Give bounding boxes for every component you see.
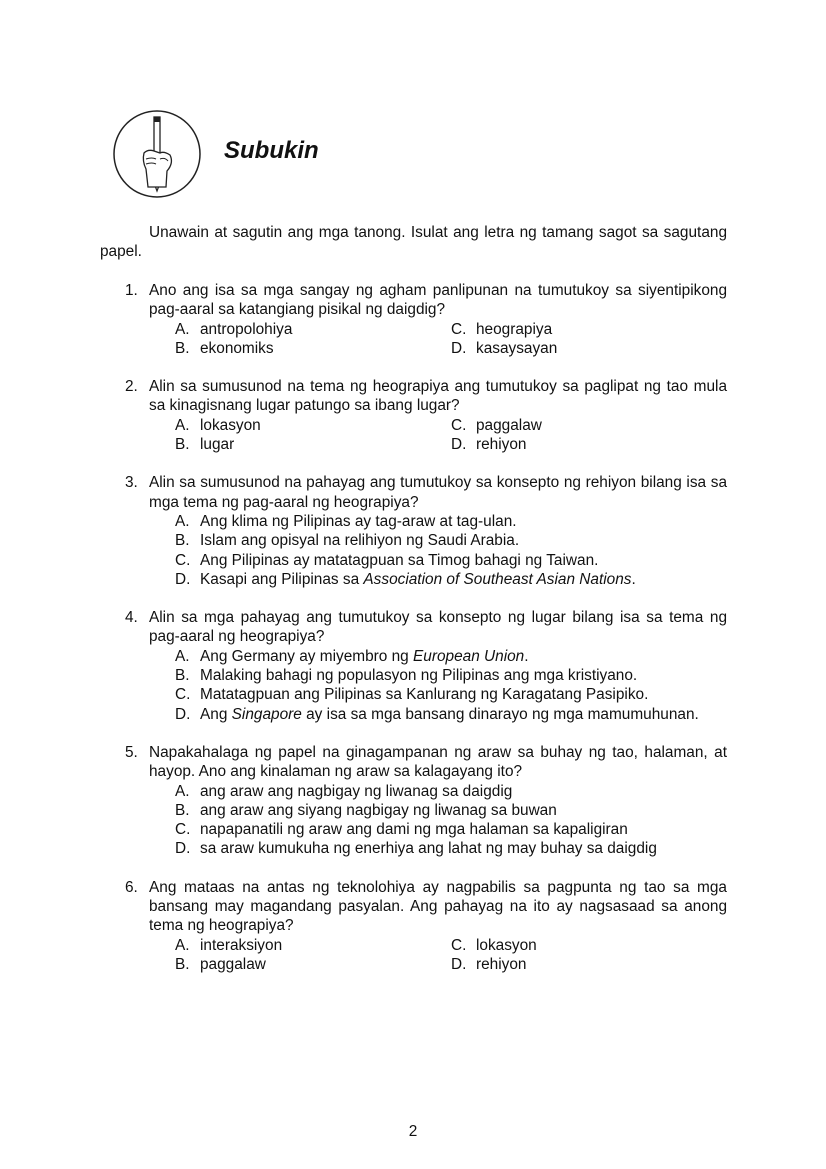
- page-number: 2: [408, 1123, 418, 1140]
- answer-option: [175, 416, 451, 435]
- answer-option: [175, 936, 451, 955]
- option-letter: C.: [175, 821, 191, 839]
- option-text: Islam ang opisyal na relihiyon ng Saudi Arabia.: [200, 532, 520, 550]
- option-text: napapanatili ng araw ang dami ng mga halaman sa kapaligiran: [200, 821, 628, 839]
- question-item: [100, 878, 727, 974]
- option-text: Ang Germany ay miyembro ng: [200, 647, 413, 665]
- answer-option: [175, 512, 727, 531]
- answer-option: [175, 839, 727, 858]
- answer-option: [175, 339, 451, 358]
- option-text: lokasyon: [200, 416, 261, 434]
- question-number: 6.: [125, 878, 138, 896]
- question-item: [100, 281, 727, 358]
- answer-options: [175, 416, 727, 455]
- option-text: Ang: [200, 705, 232, 723]
- answer-option: [175, 705, 727, 724]
- option-letter: C.: [175, 686, 191, 704]
- question-number: 1.: [125, 282, 138, 299]
- option-text: ay isa sa mga bansang dinarayo ng mga mamumuhunan.: [301, 705, 699, 723]
- answer-option: [175, 531, 727, 550]
- answer-option: [175, 955, 451, 974]
- answer-option: [451, 416, 727, 435]
- answer-option: [175, 320, 451, 339]
- option-text: Association of Southeast Asian Nations: [363, 570, 632, 588]
- answer-option: [175, 685, 727, 704]
- question-text: Napakahalaga ng papel na ginagampanan ng araw sa buhay ng tao, halaman, at hayop. Ano ang kinalaman ng araw sa kalagayang ito?: [149, 743, 727, 781]
- option-text: .: [631, 570, 636, 588]
- question-text: Alin sa mga pahayag ang tumutukoy sa konsepto ng lugar bilang isa sa tema ng pag-aaral ng heograpiya?: [149, 609, 727, 646]
- option-text: European Union: [413, 647, 525, 665]
- answer-option: [451, 339, 727, 358]
- option-letter: C.: [451, 416, 467, 434]
- question-text: Alin sa sumusunod na tema ng heograpiya ang tumutukoy sa paglipat ng tao mula sa kinagisnang lugar patungo sa ibang lugar?: [149, 378, 727, 415]
- option-text: rehiyon: [476, 955, 527, 973]
- option-text: lokasyon: [476, 936, 537, 954]
- option-letter: B.: [175, 339, 190, 357]
- option-letter: A.: [175, 936, 190, 954]
- option-text: rehiyon: [476, 436, 527, 454]
- answer-options: [175, 936, 727, 975]
- answer-options: [175, 320, 727, 359]
- option-text: Kasapi ang Pilipinas sa: [200, 570, 364, 588]
- option-letter: D.: [451, 955, 467, 973]
- answer-options: [175, 782, 727, 859]
- answer-options: [175, 647, 727, 724]
- question-text: Ano ang isa sa mga sangay ng agham panlipunan na tumutukoy sa siyentipikong pag-aaral sa katangiang pisikal ng daigdig?: [149, 282, 727, 319]
- question-list: [100, 281, 727, 993]
- option-letter: A.: [175, 782, 190, 800]
- question-number: 5.: [125, 743, 138, 761]
- option-letter: A.: [175, 512, 190, 530]
- option-text: sa araw kumukuha ng enerhiya ang lahat ng may buhay sa daigdig: [200, 840, 657, 858]
- answer-option: [175, 801, 727, 820]
- option-letter: D.: [175, 705, 191, 723]
- section-title: Subukin: [224, 137, 319, 164]
- answer-option: [175, 666, 727, 685]
- option-text: heograpiya: [476, 320, 553, 338]
- answer-option: [451, 435, 727, 454]
- option-letter: B.: [175, 436, 190, 454]
- option-text: ang araw ang siyang nagbigay ng liwanag sa buwan: [200, 801, 557, 819]
- option-text: lugar: [200, 436, 235, 454]
- option-letter: A.: [175, 647, 190, 665]
- option-text: paggalaw: [476, 416, 542, 434]
- option-letter: B.: [175, 532, 190, 550]
- option-letter: B.: [175, 955, 190, 973]
- question-number: 4.: [125, 609, 138, 627]
- option-text: Malaking bahagi ng populasyon ng Pilipinas ang mga kristiyano.: [200, 667, 638, 685]
- option-text: ekonomiks: [200, 339, 274, 357]
- hand-holding-pencil-icon: [112, 109, 202, 199]
- option-letter: D.: [175, 840, 191, 858]
- option-text: ang araw ang nagbigay ng liwanag sa daigdig: [200, 782, 513, 800]
- question-item: [100, 377, 727, 454]
- question-text: Ang mataas na antas ng teknolohiya ay nagpabilis sa pagpunta ng tao sa mga bansang may magandang pasyalan. Ang pahayag na ito ay nagsasaad sa anong tema ng heograpiya?: [149, 878, 727, 935]
- answer-option: [175, 820, 727, 839]
- instructions: Unawain at sagutin ang mga tanong. Isulat ang letra ng tamang sagot sa sagutang papel.: [100, 224, 727, 261]
- option-letter: D.: [175, 570, 191, 588]
- option-text: paggalaw: [200, 955, 266, 973]
- answer-option: [451, 955, 727, 974]
- question-number: 3.: [125, 474, 138, 492]
- question-number: 2.: [125, 378, 138, 396]
- answer-option: [175, 782, 727, 801]
- option-letter: D.: [451, 436, 467, 454]
- option-letter: A.: [175, 320, 190, 338]
- option-letter: B.: [175, 801, 190, 819]
- question-item: [100, 743, 727, 859]
- option-letter: C.: [175, 551, 191, 569]
- answer-option: [451, 936, 727, 955]
- answer-option: [175, 435, 451, 454]
- option-text: kasaysayan: [476, 339, 558, 357]
- option-text: Singapore: [231, 705, 302, 723]
- option-letter: A.: [175, 416, 190, 434]
- option-letter: C.: [451, 936, 467, 954]
- option-text: .: [524, 647, 529, 665]
- option-letter: B.: [175, 667, 190, 685]
- question-item: [100, 473, 727, 589]
- option-text: antropolohiya: [200, 320, 293, 338]
- answer-option: [175, 570, 727, 589]
- question-text: Alin sa sumusunod na pahayag ang tumutukoy sa konsepto ng rehiyon bilang isa sa mga tema ng pag-aaral ng heograpiya?: [149, 474, 727, 511]
- answer-option: [451, 320, 727, 339]
- option-letter: D.: [451, 339, 467, 357]
- option-text: interaksiyon: [200, 936, 283, 954]
- answer-options: [175, 512, 727, 589]
- option-letter: C.: [451, 320, 467, 338]
- answer-option: [175, 551, 727, 570]
- question-item: [100, 608, 727, 724]
- answer-option: [175, 647, 727, 666]
- option-text: Ang klima ng Pilipinas ay tag-araw at tag-ulan.: [200, 512, 517, 530]
- option-text: Ang Pilipinas ay matatagpuan sa Timog bahagi ng Taiwan.: [200, 551, 599, 569]
- option-text: Matatagpuan ang Pilipinas sa Kanlurang ng Karagatang Pasipiko.: [200, 686, 649, 704]
